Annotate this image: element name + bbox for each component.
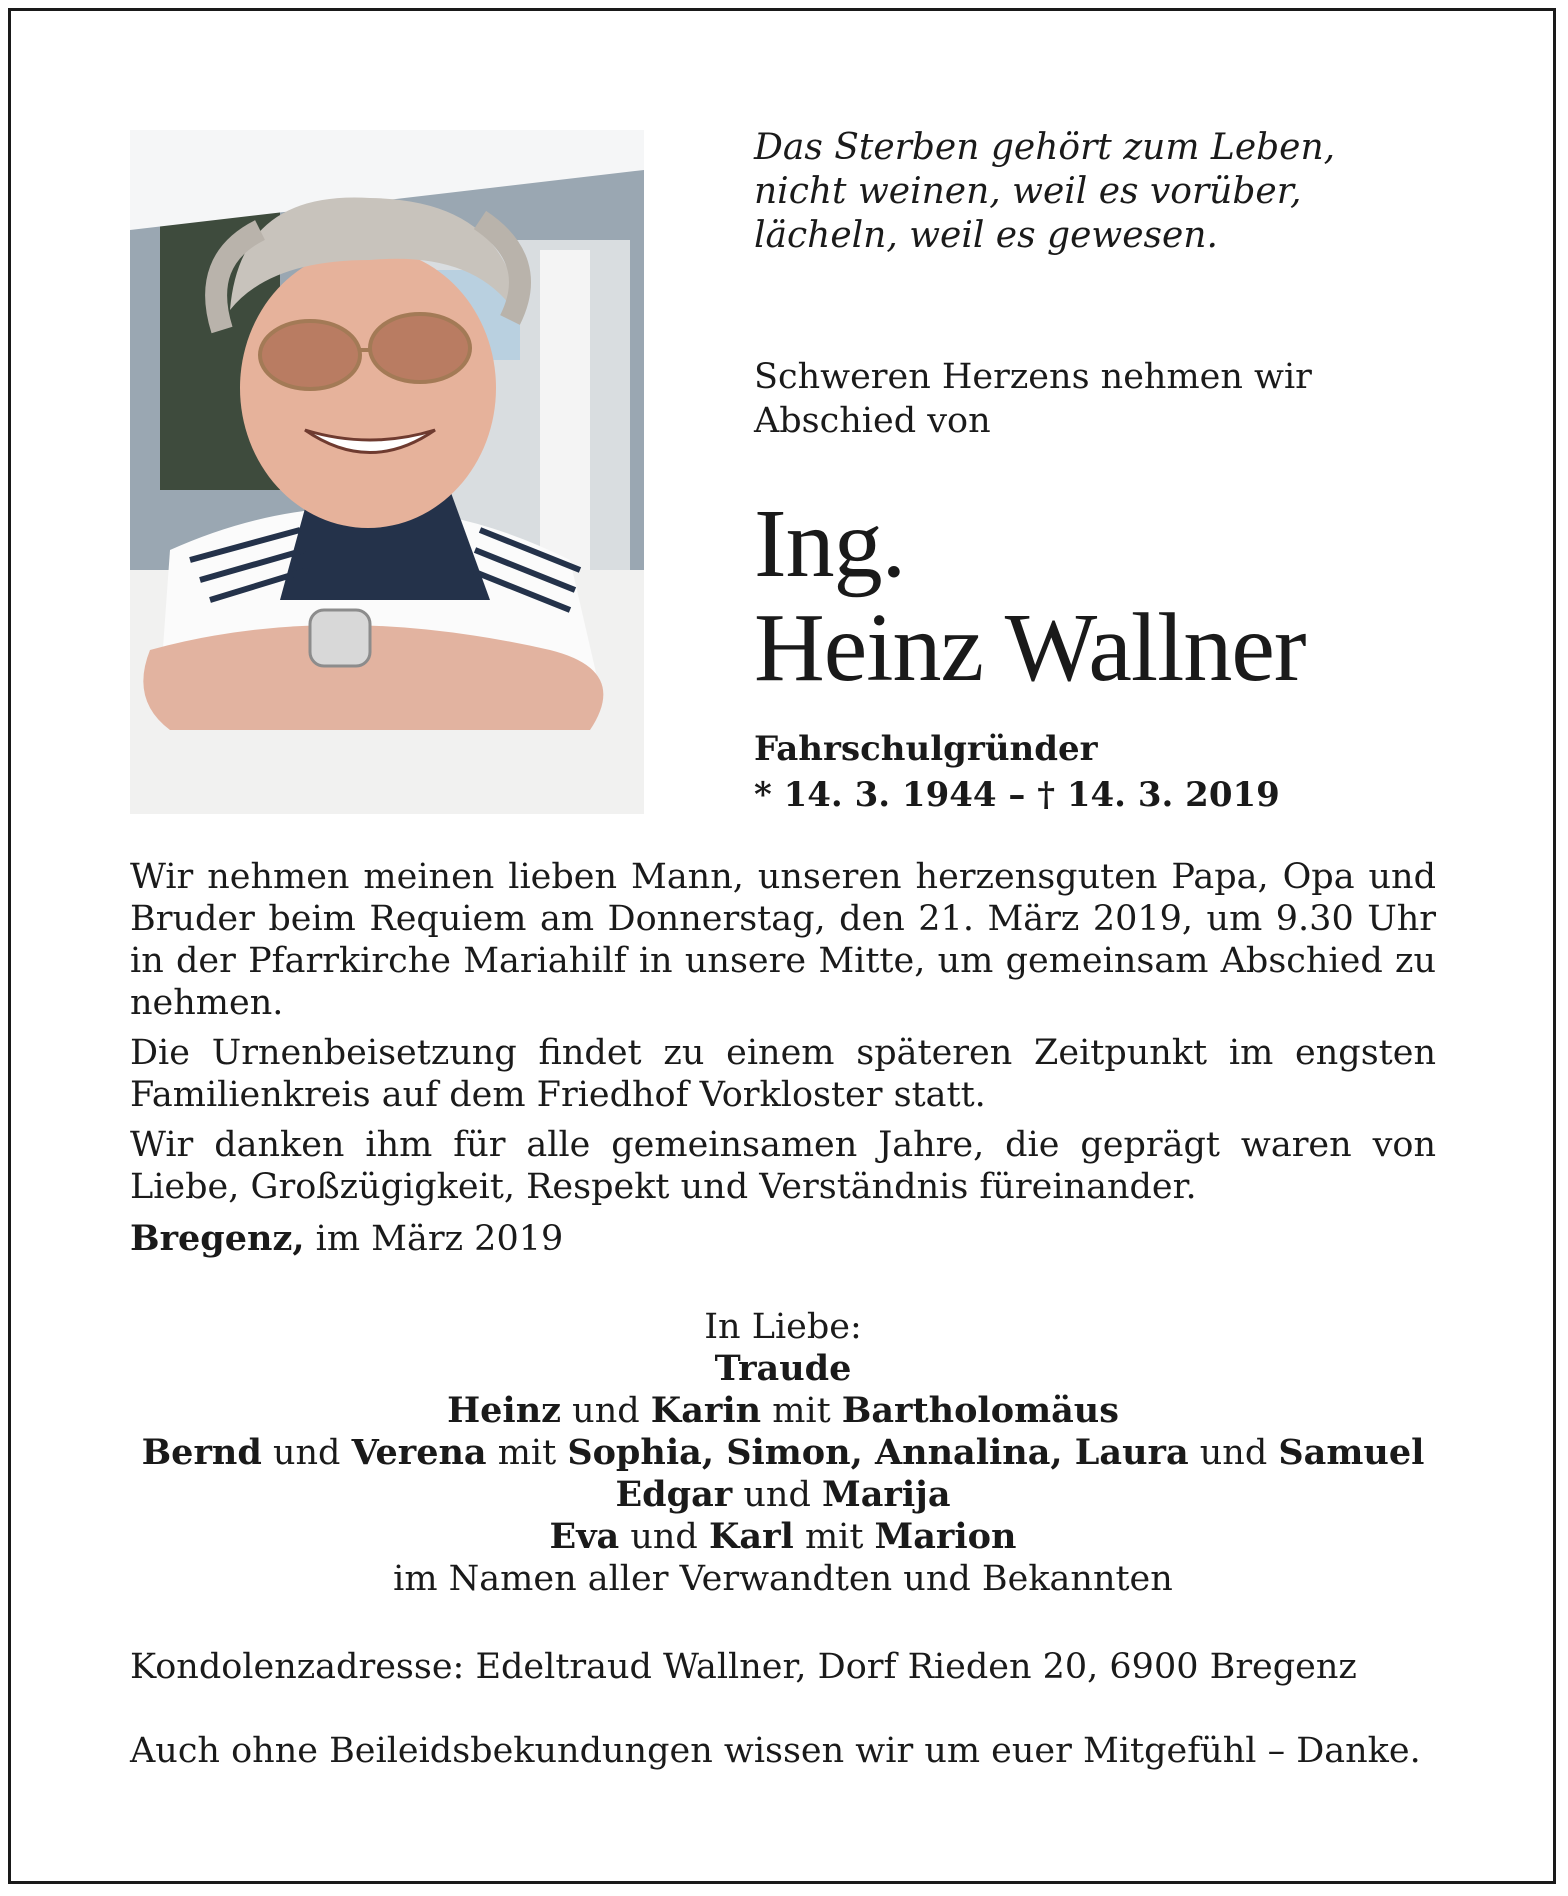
family-member-name: Traude <box>714 1348 852 1389</box>
family-member-name: Marion <box>874 1516 1017 1557</box>
place-date: im März 2019 <box>304 1219 564 1259</box>
portrait-photo <box>130 130 644 814</box>
motto-line: Das Sterben gehört zum Leben, <box>754 127 1336 168</box>
family-connector: im Namen aller Verwandten und Bekannten <box>393 1559 1173 1599</box>
place-and-date <box>130 1218 563 1260</box>
family-member-name: Marija <box>822 1474 951 1515</box>
family-member-name: Karin <box>650 1390 762 1431</box>
family-line <box>130 1348 1436 1390</box>
name-full: Heinz Wallner <box>754 594 1306 702</box>
family-heading: In Liebe: <box>704 1307 862 1347</box>
family-connector: mit <box>486 1433 568 1473</box>
paragraph-requiem: Wir nehmen meinen lieben Mann, unseren herzensguten Papa, Opa und Bruder beim Requiem am Donnerstag, den 21. März 2019, um 9.30 Uhr in der Pfarrkirche Mariahilf in unsere Mitte, um gemeinsam Abschied zu nehmen. <box>130 857 1436 1023</box>
role-and-dates <box>754 726 1454 818</box>
family-connector: und <box>561 1391 651 1431</box>
motto-quote <box>754 126 1454 258</box>
place-city: Bregenz, <box>130 1218 305 1259</box>
family-member-name: Bernd <box>141 1432 262 1473</box>
family-member-name: Eva <box>549 1516 620 1557</box>
family-line <box>130 1516 1436 1558</box>
family-line <box>130 1558 1436 1600</box>
occupation: Fahrschulgründer <box>754 729 1098 769</box>
family-connector: und <box>261 1433 352 1473</box>
paragraph-burial: Die Urnenbeisetzung findet zu einem späteren Zeitpunkt im engsten Familienkreis auf dem Friedhof Vorkloster statt. <box>130 1033 1436 1115</box>
family-member-name: Karl <box>708 1516 794 1557</box>
family-connector: und <box>619 1517 709 1557</box>
family-member-name: Verena <box>351 1432 487 1473</box>
family-member-name: Bartholomäus <box>841 1390 1119 1431</box>
family-connector: mit <box>761 1391 842 1431</box>
family-line <box>130 1474 1436 1516</box>
farewell-intro: Schweren Herzens nehmen wir Abschied von <box>754 357 1312 441</box>
family-connector: und <box>1188 1433 1279 1473</box>
family-line <box>130 1432 1436 1474</box>
closing-thanks: Auch ohne Beileidsbekundungen wissen wir um euer Mitgefühl – Danke. <box>130 1731 1421 1771</box>
family-member-name: Edgar <box>615 1474 733 1515</box>
family-member-name: Heinz <box>447 1390 562 1431</box>
family-connector: und <box>732 1475 822 1515</box>
life-dates: * 14. 3. 1944 – † 14. 3. 2019 <box>754 775 1280 815</box>
paragraph-thanks: Wir danken ihm für alle gemeinsamen Jahre, die geprägt waren von Liebe, Großzügigkeit, Respekt und Verständnis füreinander. <box>130 1125 1436 1207</box>
notice-body <box>130 856 1436 1216</box>
family-member-name: Sophia, Simon, Annalina, Laura <box>567 1432 1189 1473</box>
family-lines <box>130 1348 1436 1600</box>
family-line <box>130 1390 1436 1432</box>
motto-line: lächeln, weil es gewesen. <box>754 215 1218 256</box>
family-signatures <box>130 1306 1436 1600</box>
condolence-address: Kondolenzadresse: Edeltraud Wallner, Dorf Rieden 20, 6900 Bregenz <box>130 1647 1357 1687</box>
deceased-name <box>754 492 1514 700</box>
name-title: Ing. <box>754 490 906 598</box>
family-member-name: Samuel <box>1278 1432 1425 1473</box>
motto-line: nicht weinen, weil es vorüber, <box>754 171 1302 212</box>
family-connector: mit <box>793 1517 875 1557</box>
